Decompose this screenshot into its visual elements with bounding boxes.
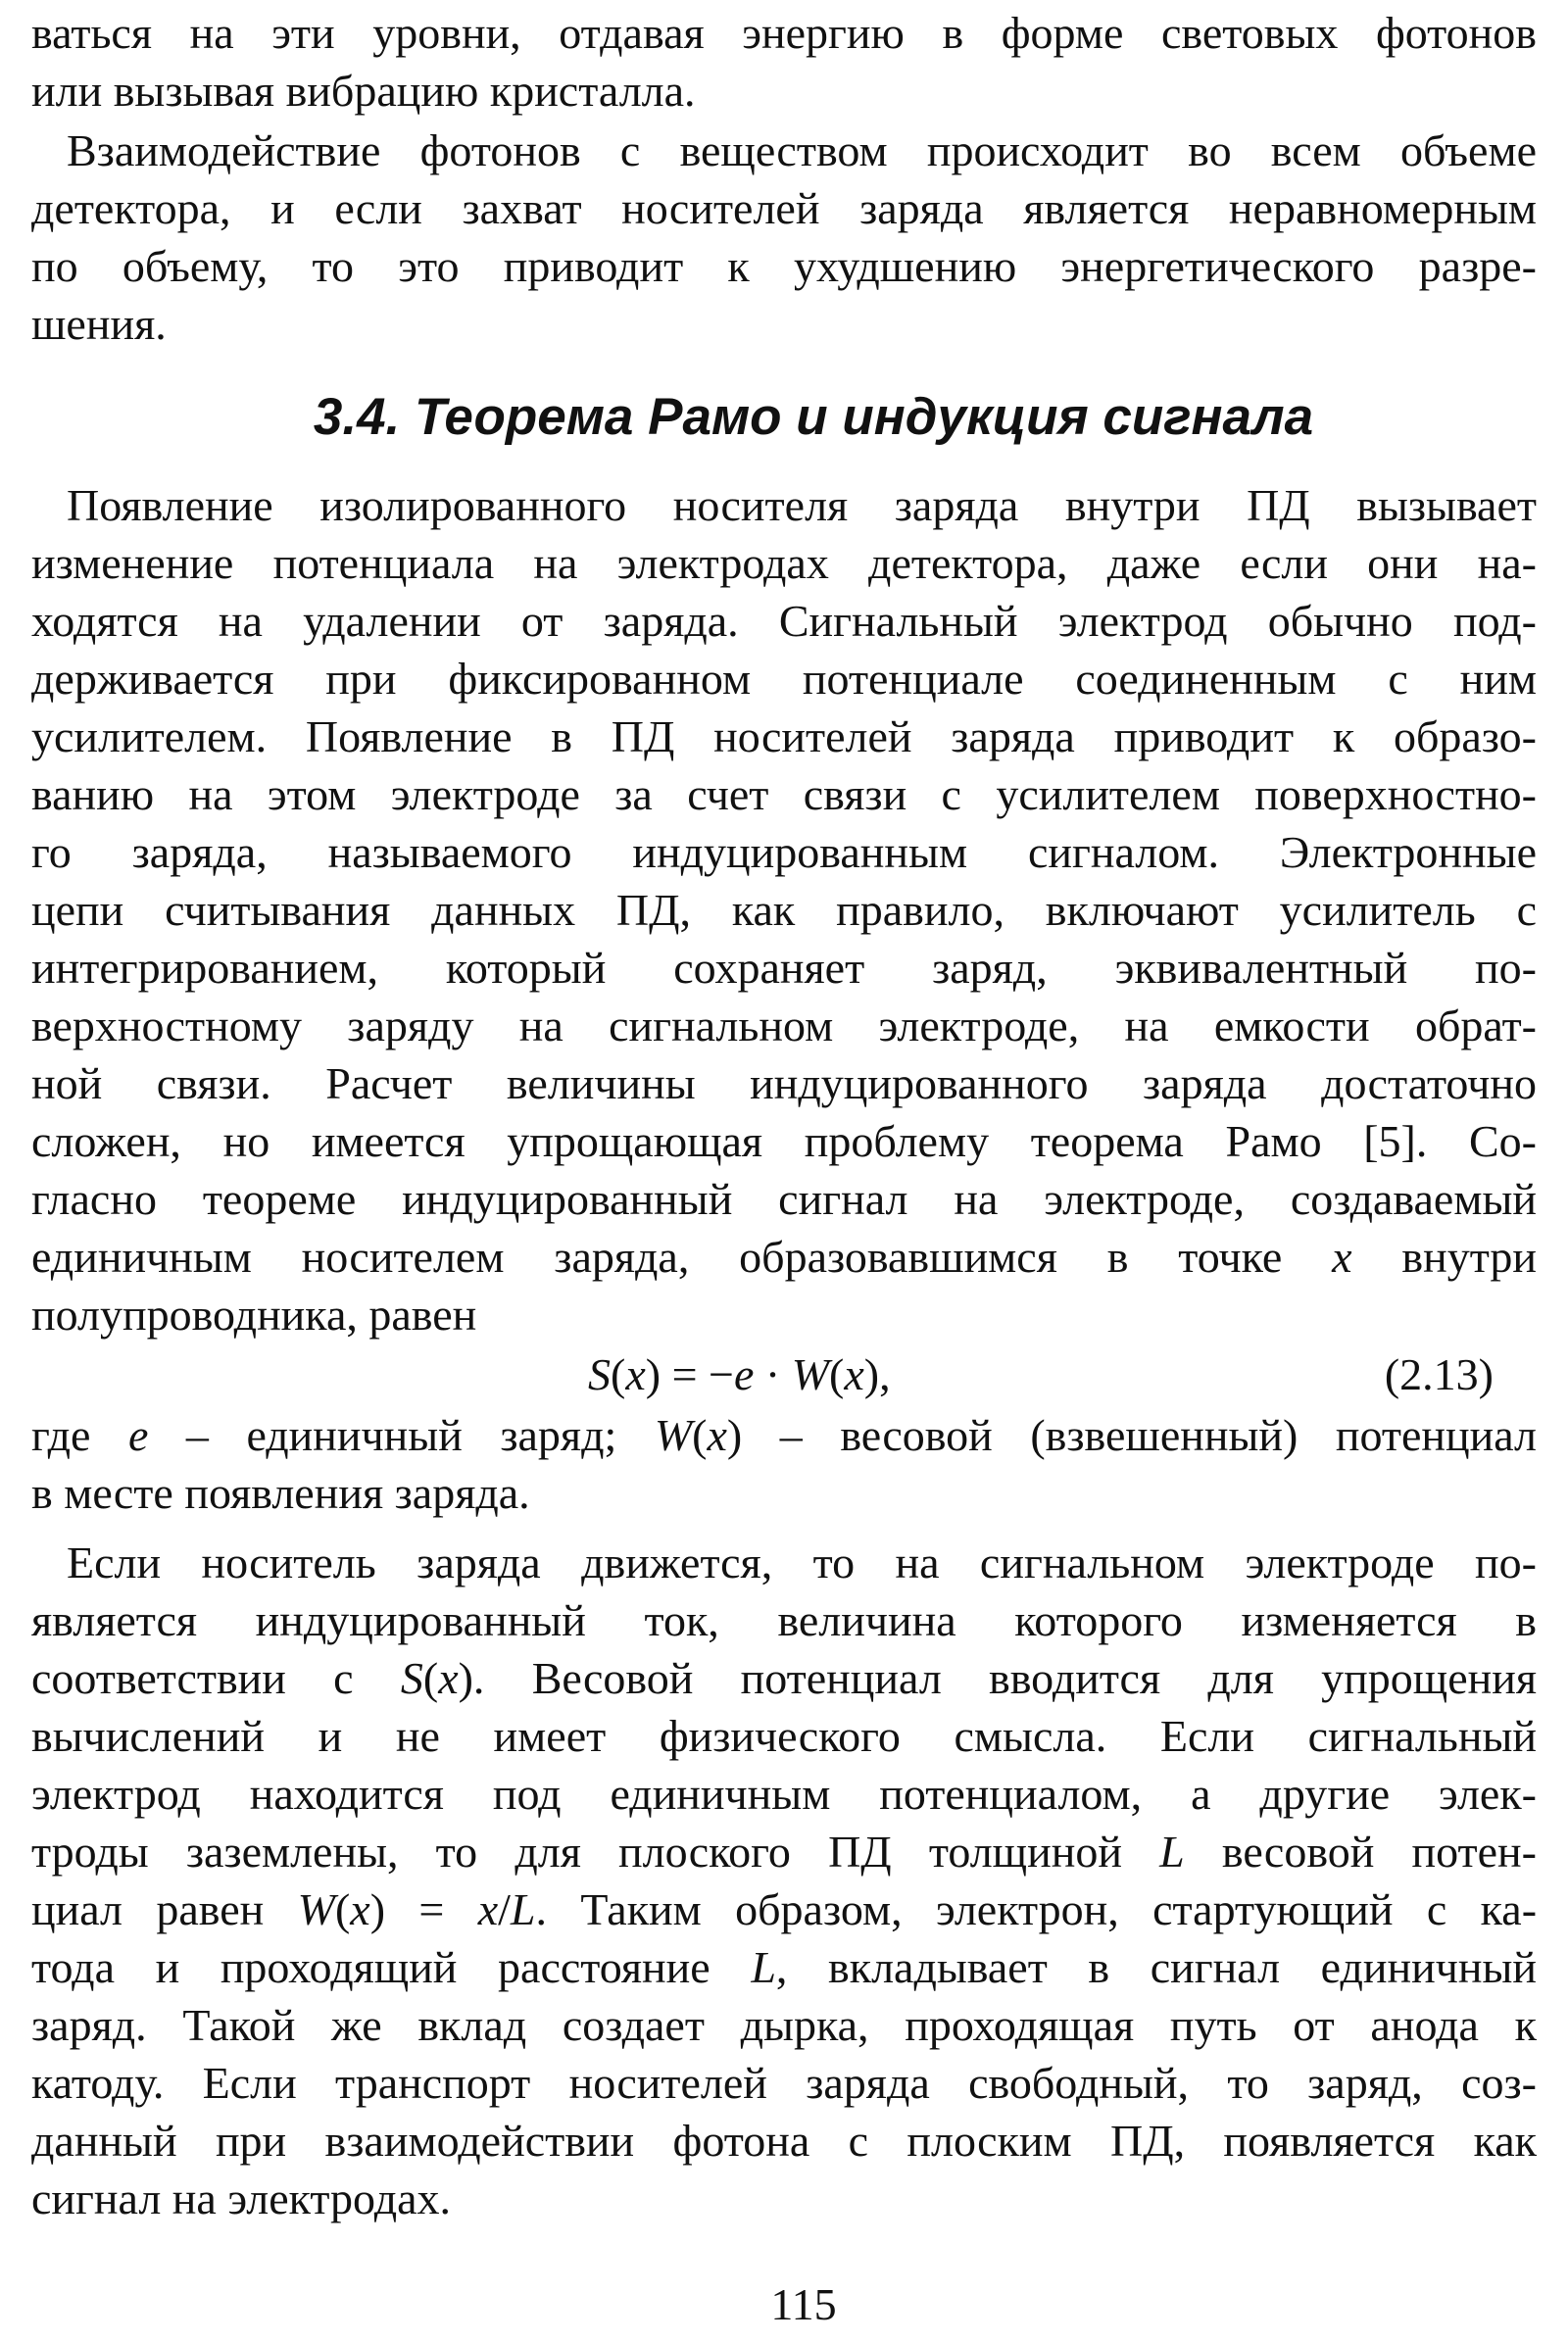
text-line [31,1649,1537,1707]
text-line: интегрированием, который сохраняет заряд, эквивалентный по- [31,943,1537,993]
variable-e: e [127,1410,149,1460]
text-line: является индуцированный ток, величина которого изменяется в [31,1595,1537,1645]
paragraph-continuation [31,0,1537,120]
text-line: усилителем. Появление в ПД носителей заряда приводит к образо- [31,711,1537,761]
text-line: полупроводника, равен [31,1290,477,1340]
paren: ) [726,1410,743,1460]
page-number: 115 [770,2279,837,2329]
text-line: ваться на эти уровни, отдавая энергию в форме световых фотонов [31,8,1537,58]
text-line: детектора, и если захват носителей заряда является неравномерным [31,183,1537,233]
text-line: цепи считывания данных ПД, как правило, включают усилитель с [31,885,1537,935]
variable-L: L [751,1942,776,1992]
eq-paren: ( [829,1349,845,1399]
variable-W: W [654,1410,693,1460]
text-line: Если носитель заряда движется, то на сигнальном электроде по- [67,1537,1537,1587]
text-line: Появление изолированного носителя заряда внутри ПД вызывает [67,480,1537,530]
text-fragment: – весовой (взвешенный) потенциал [779,1410,1538,1460]
text-fragment: троды заземлены, то для плоского ПД толщиной [31,1827,1122,1877]
eq-symbol-e: e [733,1349,755,1399]
paragraph [31,1534,1537,2227]
text-line: держивается при фиксированном потенциале соединенным с ним [31,654,1537,704]
text-fragment: единичным носителем заряда, образовавшимся в точке [31,1232,1283,1282]
text-fragment: , вкладывает в сигнал единичный [775,1942,1537,1992]
eq-operator: · [754,1349,792,1399]
eq-symbol-x: x [844,1349,864,1399]
text-line [31,1406,1537,1464]
paragraph [31,1406,1537,1522]
text-line: ной связи. Расчет величины индуцированного заряда достаточно [31,1058,1537,1108]
variable-x: x [438,1653,459,1703]
eq-symbol-W: W [791,1349,830,1399]
variable-x: x [477,1884,499,1934]
paren: ). [458,1653,485,1703]
paren: ( [334,1884,351,1934]
book-page [31,0,1537,2342]
text-line: вычислений и не имеет физического смысла. Если сигнальный [31,1711,1537,1761]
text-line: гласно теореме индуцированный сигнал на электроде, создаваемый [31,1174,1537,1224]
text-fragment: – единичный заряд; [185,1410,617,1460]
variable-x: x [1332,1232,1352,1282]
text-line: или вызывая вибрацию кристалла. [31,66,696,116]
variable-S: S [400,1653,423,1703]
text-fragment: циал равен [31,1884,265,1934]
variable-x: x [350,1884,370,1934]
text-line: изменение потенциала на электродах детектора, даже если они на- [31,538,1537,588]
text-fragment: весовой потен- [1221,1827,1537,1877]
text-fragment: Весовой потенциал вводится для упрощения [531,1653,1537,1703]
equation-number: (2.13) [1384,1349,1494,1399]
text-fragment: соответствии с [31,1653,354,1703]
paragraph [31,476,1537,1343]
text-line: ванию на этом электроде за счет связи с усилителем поверхностно- [31,769,1537,819]
text-line: верхностному заряду на сигнальном электроде, на емкости обрат- [31,1000,1537,1050]
variable-x: x [707,1410,727,1460]
paren: ( [422,1653,439,1703]
text-line: ходятся на удалении от заряда. Сигнальный электрод обычно под- [31,596,1537,646]
text-line: сигнал на электродах. [31,2173,452,2223]
text-line: электрод находится под единичным потенциалом, а другие элек- [31,1769,1537,1819]
variable-W: W [297,1884,335,1934]
variable-L: L [1159,1827,1185,1877]
text-line: данный при взаимодействии фотона с плоским ПД, появляется как [31,2116,1537,2166]
equation [588,1343,891,1406]
text-line: по объему, то это приводит к ухудшению энергетического разре- [31,241,1537,291]
text-fragment: внутри [1401,1232,1537,1282]
slash: / [498,1884,511,1934]
text-line [31,1228,1537,1286]
variable-L: L [510,1884,536,1934]
text-line: Взаимодействие фотонов с веществом происходит во всем объеме [67,125,1537,175]
eq-paren: ) [645,1349,662,1399]
equation-row [31,1343,1537,1406]
paragraph [31,122,1537,353]
eq-paren: ( [611,1349,626,1399]
eq-symbol-x: x [625,1349,646,1399]
text-line: катоду. Если транспорт носителей заряда свободный, то заряд, соз- [31,2058,1537,2108]
section-heading: 3.4. Теорема Рамо и индукция сигнала [313,388,1314,446]
text-line: в месте появления заряда. [31,1468,530,1518]
eq-operator: = − [661,1349,734,1399]
text-line: сложен, но имеется упрощающая проблему теорема Рамо [5]. Со- [31,1116,1537,1166]
text-line: заряд. Такой же вклад создает дырка, проходящая путь от анода к [31,2000,1537,2050]
paren: ) = [369,1884,445,1934]
eq-symbol-S: S [588,1349,611,1399]
text-fragment: . Таким образом, электрон, стартующий с ка- [535,1884,1538,1934]
text-fragment: тода и проходящий расстояние [31,1942,710,1992]
text-line: шения. [31,299,167,349]
text-line [31,1880,1537,1938]
text-fragment: где [31,1410,91,1460]
text-line: го заряда, называемого индуцированным сигналом. Электронные [31,827,1537,877]
text-line [31,1938,1537,1996]
text-line [31,1823,1537,1880]
paren: ( [692,1410,708,1460]
eq-paren: ), [863,1349,891,1399]
